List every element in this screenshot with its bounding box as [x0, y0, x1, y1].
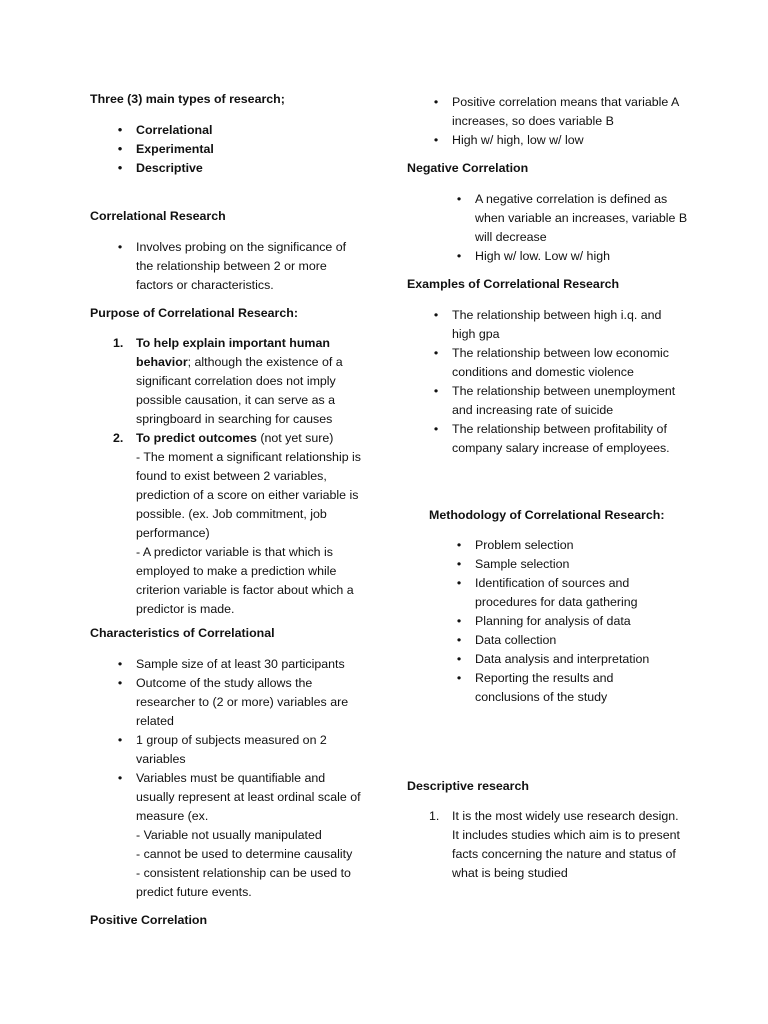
- types-heading: Three (3) main types of research;: [90, 92, 285, 106]
- methodology-heading: Methodology of Correlational Research:: [429, 508, 665, 522]
- methodology-list: [456, 536, 675, 707]
- examples-heading: Examples of Correlational Research: [407, 277, 620, 291]
- list-item: 1. It is the most widely use research design. It includes studies which aim is to present facts concerning the nature and status of what is being studied: [429, 809, 680, 880]
- purpose-list: [113, 334, 364, 619]
- purpose-heading: Purpose of Correlational Research:: [90, 306, 298, 320]
- correlational-list: [117, 238, 364, 295]
- positive-list: [433, 93, 692, 150]
- list-item: • Sample size of at least 30 participants: [117, 657, 345, 671]
- characteristics-list: [117, 655, 366, 902]
- list-item: • Data analysis and interpretation: [456, 652, 650, 666]
- list-item: • Experimental: [117, 142, 214, 156]
- list-item: • Identification of sources and procedures for data gathering: [456, 576, 638, 609]
- list-item: • The relationship between profitability of company salary increase of employees.: [433, 422, 670, 455]
- list-item: • Problem selection: [456, 538, 574, 552]
- descriptive-research-heading: Descriptive research: [407, 779, 529, 793]
- negative-list: [456, 190, 690, 266]
- list-item: • Sample selection: [456, 557, 570, 571]
- positive-correlation-heading: Positive Correlation: [90, 913, 208, 927]
- list-item: • Variables must be quantifiable and usually represent at least ordinal scale of measure (ex. - Variable not usually manipulated - cannot be used to determine causality - consistent relationship can be used to predict future events.: [117, 771, 361, 899]
- list-item: • Descriptive: [117, 161, 203, 175]
- list-item: • The relationship between low economic conditions and domestic violence: [433, 346, 669, 379]
- negative-correlation-heading: Negative Correlation: [407, 161, 529, 175]
- list-item: • The relationship between high i.q. and high gpa: [433, 308, 662, 341]
- list-item: 1. To help explain important human behavior; although the existence of a significant correlation does not imply possible causation, it can serve as a springboard in searching for causes: [113, 336, 343, 426]
- types-list: [117, 121, 376, 178]
- list-item: 2. To predict outcomes (not yet sure) - The moment a significant relationship is found to exist between 2 variables, prediction of a score on either variable is possible. (ex. Job commitment, job performance) - A predictor variable is that which is employed to make a prediction while criterion variable is factor about which a predictor is made.: [113, 431, 361, 616]
- list-item: • Correlational: [117, 123, 213, 137]
- list-item: • Outcome of the study allows the researcher to (2 or more) variables are related: [117, 676, 349, 728]
- list-item: • Data collection: [456, 633, 557, 647]
- list-item: • Planning for analysis of data: [456, 614, 631, 628]
- correlational-research-heading: Correlational Research: [90, 209, 226, 223]
- list-item: • High w/ high, low w/ low: [433, 133, 584, 147]
- list-item: • The relationship between unemployment and increasing rate of suicide: [433, 384, 676, 417]
- list-item: • A negative correlation is defined as when variable an increases, variable B will decrease: [456, 192, 688, 244]
- descriptive-list: [429, 807, 682, 883]
- list-item: • High w/ low. Low w/ high: [456, 249, 610, 263]
- list-item: • Reporting the results and conclusions of the study: [456, 671, 614, 704]
- list-item: • Involves probing on the significance of the relationship between 2 or more factors or characteristics.: [117, 240, 347, 292]
- examples-list: [433, 306, 684, 458]
- list-item: • 1 group of subjects measured on 2 variables: [117, 733, 327, 766]
- characteristics-heading: Characteristics of Correlational: [90, 626, 275, 640]
- list-item: • Positive correlation means that variable A increases, so does variable B: [433, 95, 679, 128]
